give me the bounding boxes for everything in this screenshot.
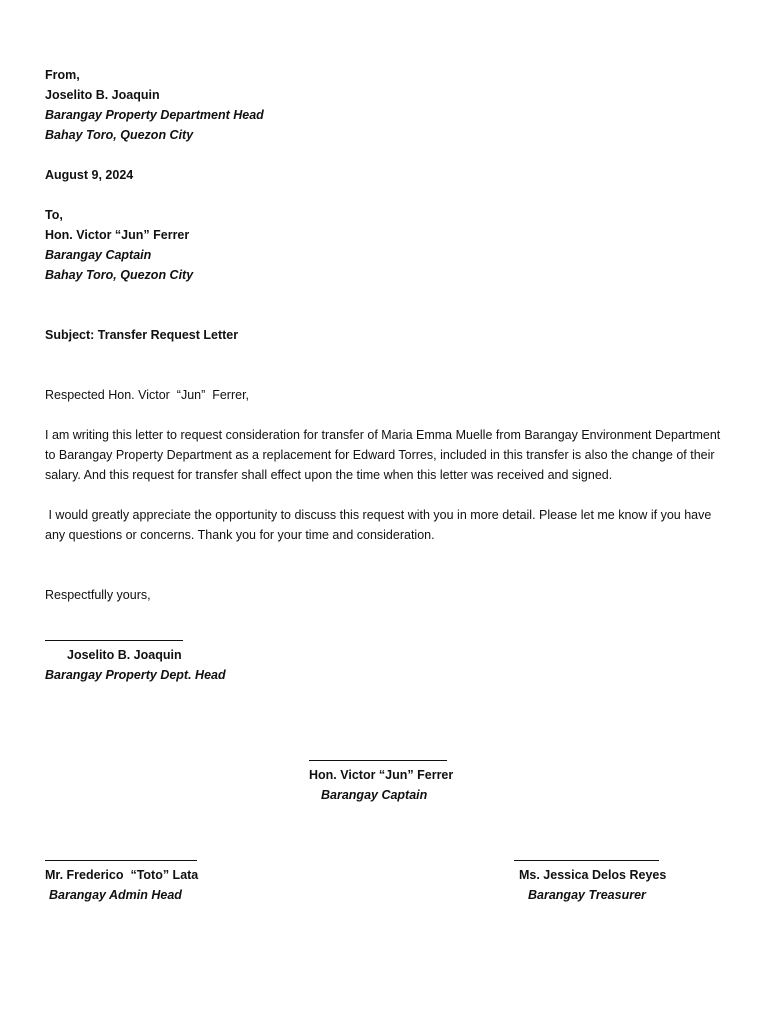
treasurer-signature-title: Barangay Treasurer xyxy=(528,888,646,902)
admin-signature-name: Mr. Frederico “Toto” Lata xyxy=(45,868,199,882)
sender-title: Barangay Property Department Head xyxy=(45,108,264,122)
subject-line: Subject: Transfer Request Letter xyxy=(45,328,239,342)
sender-name: Joselito B. Joaquin xyxy=(45,88,160,102)
salutation: Respected Hon. Victor “Jun” Ferrer, xyxy=(45,388,250,402)
recipient-title: Barangay Captain xyxy=(45,248,152,262)
body-paragraph-2: I would greatly appreciate the opportunity to discuss this request with you in more detail. Please let me know if you have any questions or concerns. Thank you for your time and consideration. xyxy=(45,508,715,542)
sender-signature-name: Joselito B. Joaquin xyxy=(67,648,182,662)
closing: Respectfully yours, xyxy=(45,588,151,602)
captain-signature-line xyxy=(309,760,447,761)
to-label: To, xyxy=(45,208,63,222)
treasurer-signature-name: Ms. Jessica Delos Reyes xyxy=(519,868,667,882)
letter-date: August 9, 2024 xyxy=(45,168,134,182)
from-label: From, xyxy=(45,68,80,82)
captain-signature-name: Hon. Victor “Jun” Ferrer xyxy=(309,768,454,782)
admin-signature-line xyxy=(45,860,197,861)
admin-signature-title: Barangay Admin Head xyxy=(49,888,182,902)
recipient-address: Bahay Toro, Quezon City xyxy=(45,268,194,282)
recipient-name: Hon. Victor “Jun” Ferrer xyxy=(45,228,190,242)
sender-signature-title: Barangay Property Dept. Head xyxy=(45,668,226,682)
body-paragraph-1: I am writing this letter to request consideration for transfer of Maria Emma Muelle from Barangay Environment Department to Barangay Property Department as a replacement for Edward Torres, included in this transfer is also the change of their salary. And this request for transfer shall effect upon the time when this letter was received and signed. xyxy=(45,428,721,482)
sender-address: Bahay Toro, Quezon City xyxy=(45,128,194,142)
treasurer-signature-line xyxy=(514,860,659,861)
sender-signature-line xyxy=(45,640,183,641)
captain-signature-title: Barangay Captain xyxy=(321,788,428,802)
